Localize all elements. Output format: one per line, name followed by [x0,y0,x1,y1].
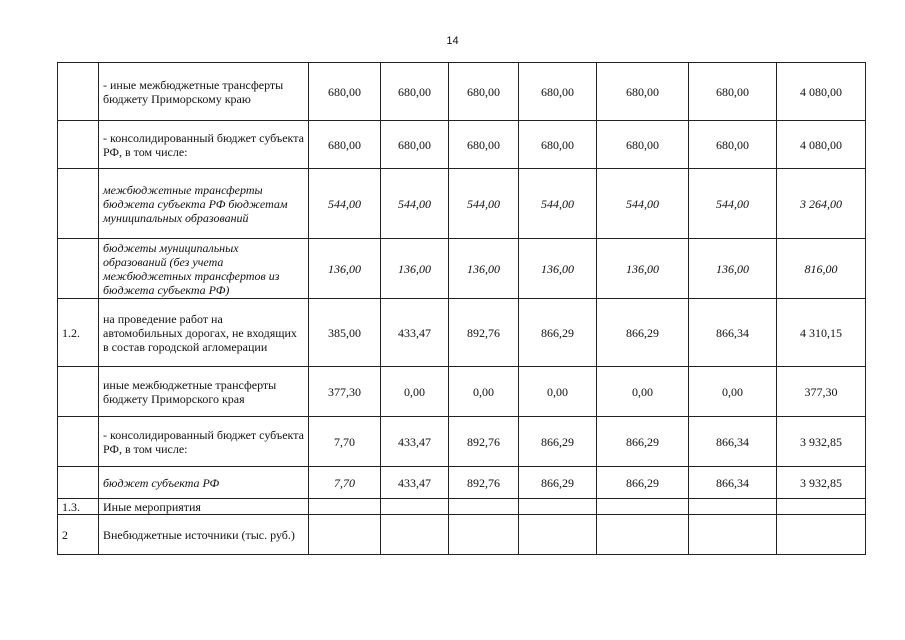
row-index-cell [58,367,99,417]
year-value-cell: 0,00 [381,367,449,417]
year-value-cell: 866,34 [689,467,777,499]
budget-table [57,62,866,555]
year-value-cell: 377,30 [309,367,381,417]
year-value-cell: 544,00 [519,169,597,239]
year-value-cell [309,499,381,515]
total-value-cell: 377,30 [777,367,866,417]
row-index-cell [58,417,99,467]
table-row [58,467,866,499]
year-value-cell: 7,70 [309,417,381,467]
year-value-cell [689,515,777,555]
row-label-cell: межбюджетные трансферты бюджета субъекта РФ бюджетам муниципальных образований [99,169,309,239]
table-row [58,169,866,239]
year-value-cell [597,499,689,515]
row-index-cell: 2 [58,515,99,555]
year-value-cell: 680,00 [689,63,777,121]
row-label-cell: - консолидированный бюджет субъекта РФ, в том числе: [99,121,309,169]
total-value-cell: 4 080,00 [777,63,866,121]
year-value-cell: 136,00 [381,239,449,299]
year-value-cell [381,499,449,515]
total-value-cell: 3 932,85 [777,467,866,499]
year-value-cell: 136,00 [597,239,689,299]
row-index-cell: 1.3. [58,499,99,515]
total-value-cell: 4 310,15 [777,299,866,367]
page-number: 14 [446,35,459,47]
year-value-cell: 7,70 [309,467,381,499]
year-value-cell: 892,76 [449,467,519,499]
year-value-cell: 866,29 [597,299,689,367]
table-row [58,63,866,121]
year-value-cell: 0,00 [519,367,597,417]
row-index-cell [58,239,99,299]
budget-table-body [58,63,866,555]
total-value-cell: 816,00 [777,239,866,299]
year-value-cell: 866,29 [519,299,597,367]
row-label-cell: на проведение работ на автомобильных дорогах, не входящих в состав городской агломерации [99,299,309,367]
table-row [58,515,866,555]
year-value-cell: 136,00 [689,239,777,299]
year-value-cell: 680,00 [597,121,689,169]
total-value-cell [777,499,866,515]
year-value-cell [689,499,777,515]
year-value-cell: 680,00 [597,63,689,121]
year-value-cell [597,515,689,555]
year-value-cell: 544,00 [309,169,381,239]
year-value-cell: 385,00 [309,299,381,367]
year-value-cell: 680,00 [449,121,519,169]
row-label-cell: бюджет субъекта РФ [99,467,309,499]
year-value-cell [309,515,381,555]
year-value-cell: 866,29 [597,417,689,467]
year-value-cell: 544,00 [689,169,777,239]
year-value-cell: 866,34 [689,299,777,367]
year-value-cell: 0,00 [689,367,777,417]
row-index-cell [58,121,99,169]
year-value-cell: 433,47 [381,417,449,467]
year-value-cell [519,515,597,555]
table-row [58,499,866,515]
year-value-cell: 680,00 [309,121,381,169]
year-value-cell: 433,47 [381,299,449,367]
year-value-cell: 892,76 [449,417,519,467]
total-value-cell [777,515,866,555]
row-label-cell: Иные мероприятия [99,499,309,515]
row-index-cell [58,63,99,121]
table-row [58,121,866,169]
year-value-cell: 136,00 [309,239,381,299]
row-label-cell: бюджеты муниципальных образований (без учета межбюджетных трансфертов из бюджета субъекта РФ) [99,239,309,299]
row-index-cell: 1.2. [58,299,99,367]
total-value-cell: 3 264,00 [777,169,866,239]
row-index-cell [58,467,99,499]
row-index-cell [58,169,99,239]
year-value-cell: 680,00 [519,63,597,121]
year-value-cell: 544,00 [597,169,689,239]
total-value-cell: 4 080,00 [777,121,866,169]
year-value-cell: 680,00 [449,63,519,121]
year-value-cell [519,499,597,515]
year-value-cell: 680,00 [381,121,449,169]
year-value-cell: 0,00 [597,367,689,417]
year-value-cell: 680,00 [689,121,777,169]
year-value-cell: 433,47 [381,467,449,499]
year-value-cell: 544,00 [449,169,519,239]
year-value-cell: 680,00 [381,63,449,121]
year-value-cell: 544,00 [381,169,449,239]
row-label-cell: Внебюджетные источники (тыс. руб.) [99,515,309,555]
row-label-cell: - иные межбюджетные трансферты бюджету Приморскому краю [99,63,309,121]
year-value-cell: 680,00 [309,63,381,121]
total-value-cell: 3 932,85 [777,417,866,467]
year-value-cell [381,515,449,555]
table-row [58,299,866,367]
year-value-cell: 866,34 [689,417,777,467]
table-row [58,239,866,299]
year-value-cell: 866,29 [519,417,597,467]
year-value-cell: 892,76 [449,299,519,367]
year-value-cell: 866,29 [519,467,597,499]
row-label-cell: - консолидированный бюджет субъекта РФ, в том числе: [99,417,309,467]
year-value-cell [449,515,519,555]
row-label-cell: иные межбюджетные трансферты бюджету Приморского края [99,367,309,417]
year-value-cell: 136,00 [519,239,597,299]
table-row [58,367,866,417]
year-value-cell: 866,29 [597,467,689,499]
year-value-cell: 680,00 [519,121,597,169]
table-row [58,417,866,467]
year-value-cell: 136,00 [449,239,519,299]
year-value-cell: 0,00 [449,367,519,417]
year-value-cell [449,499,519,515]
